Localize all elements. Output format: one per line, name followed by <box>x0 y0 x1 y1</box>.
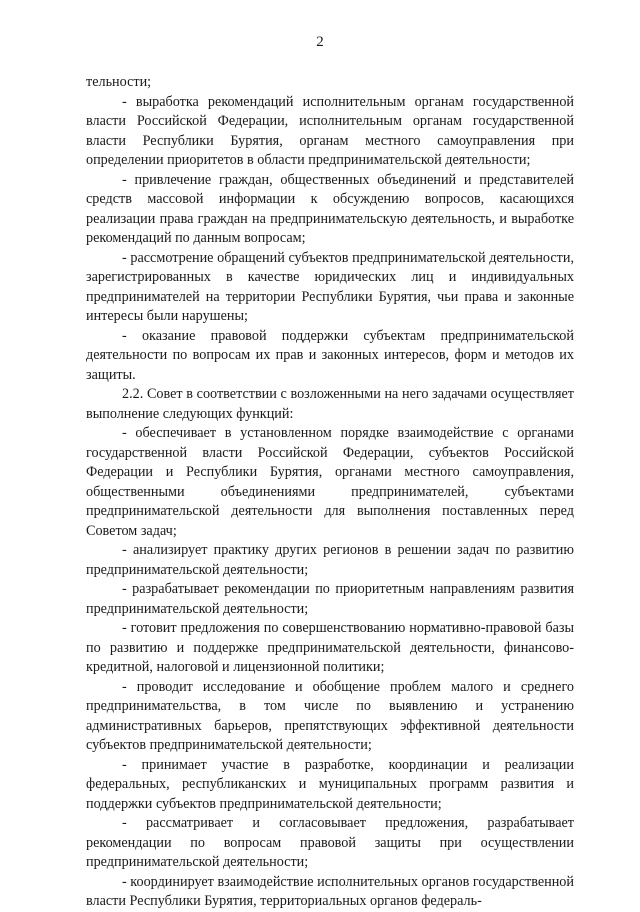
paragraph: - обеспечивает в установленном порядке взаимодействие с органами государственной власти Российской Федерации, субъектов Российской Федерации и Республики Бурятия, органами местного самоуправления, общественными объединениями предпринимателей, субъектами предпринимательской деятельности для выполнения поставленных перед Советом задач; <box>86 425 574 539</box>
paragraph: - рассмотрение обращений субъектов предпринимательской деятельности, зарегистрированных в качестве юридических лиц и индивидуальных предпринимателей на территории Республики Бурятия, чьи права и законные интересы были нарушены; <box>86 249 574 324</box>
paragraph: - разрабатывает рекомендации по приоритетным направлениям развития предпринимательской деятельности; <box>86 581 574 617</box>
paragraph: - проводит исследование и обобщение проблем малого и среднего предпринимательства, в том числе по выявлению и устранению административных барьеров, препятствующих эффективной деятельности субъектов предпринимательской деятельности; <box>86 678 574 753</box>
paragraph: - рассматривает и согласовывает предложения, разрабатывает рекомендации по вопросам правовой защиты при осуществлении предпринимательской деятельности; <box>86 815 574 870</box>
paragraph: тельности; <box>86 74 152 90</box>
section-heading-paragraph: 2.2. Совет в соответствии с возложенными на него задачами осуществляет выполнение следующих функций: <box>86 386 574 422</box>
paragraph: - готовит предложения по совершенствованию нормативно-правовой базы по развитию и поддержке предпринимательской деятельности, финансово-кредитной, налоговой и лицензионной политики; <box>86 620 574 675</box>
paragraph: - привлечение граждан, общественных объединений и представителей средств массовой информации к обсуждению вопросов, касающихся реализации права граждан на предпринимательскую деятельность, и выработке рекомендаций по данным вопросам; <box>86 171 574 246</box>
document-body <box>86 73 574 912</box>
paragraph: - выработка рекомендаций исполнительным органам государственной власти Российской Федерации, исполнительным органам государственной власти Республики Бурятия, органам местного самоуправления при определении приоритетов в области предпринимательской деятельности; <box>86 93 574 168</box>
paragraph: - принимает участие в разработке, координации и реализации федеральных, республиканских и муниципальных программ развития и поддержки субъектов предпринимательской деятельности; <box>86 756 574 812</box>
paragraph: - оказание правовой поддержки субъектам предпринимательской деятельности по вопросам их прав и законных интересов, форм и методов их защиты. <box>86 327 574 383</box>
paragraph: - координирует взаимодействие исполнительных органов государственной власти Республики Бурятия, территориальных органов федераль- <box>86 873 574 909</box>
page-number: 2 <box>316 34 324 50</box>
paragraph: - анализирует практику других регионов в решении задач по развитию предпринимательской деятельности; <box>86 542 574 578</box>
